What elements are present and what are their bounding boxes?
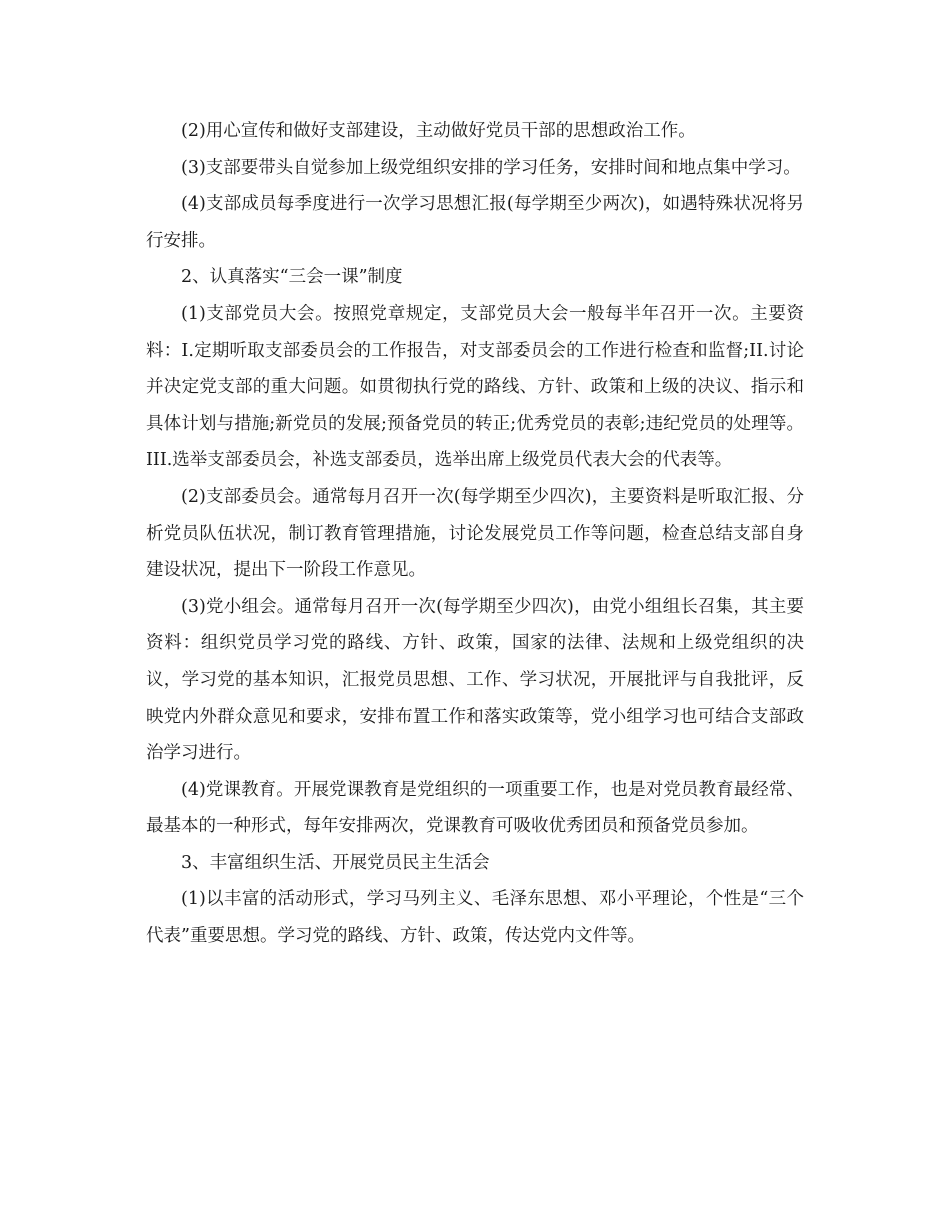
paragraph: (1)以丰富的活动形式，学习马列主义、毛泽东思想、邓小平理论，个性是“三个代表”重要思想。学习党的路线、方针、政策，传达党内文件等。 bbox=[146, 889, 804, 947]
document-body bbox=[146, 113, 804, 955]
paragraph: (4)支部成员每季度进行一次学习思想汇报(每学期至少两次)，如遇特殊状况将另行安排。 bbox=[146, 194, 804, 251]
paragraph: (2)支部委员会。通常每月召开一次(每学期至少四次)，主要资料是听取汇报、分析党员队伍状况，制订教育管理措施，讨论发展党员工作等问题，检查总结支部自身建设状况，提出下一阶段工作意见。 bbox=[146, 486, 804, 581]
paragraph: (3)支部要带头自觉参加上级党组织安排的学习任务，安排时间和地点集中学习。 bbox=[181, 157, 801, 178]
paragraph: (4)党课教育。开展党课教育是党组织的一项重要工作，也是对党员教育最经常、最基本的一种形式，每年安排两次，党课教育可吸收优秀团员和预备党员参加。 bbox=[146, 779, 804, 837]
section-heading: 2、认真落实“三会一课”制度 bbox=[181, 267, 403, 288]
paragraph: (2)用心宣传和做好支部建设，主动做好党员干部的思想政治工作。 bbox=[181, 121, 696, 141]
paragraph: (1)支部党员大会。按照党章规定，支部党员大会一般每半年召开一次。主要资料：I.定期听取支部委员会的工作报告，对支部委员会的工作进行检查和监督;II.讨论并决定党支部的重大问题。如贯彻执行党的路线、方针、政策和上级的决议、指示和具体计划与措施;新党员的发展;预备党员的转正;优秀党员的表彰;违纪党员的处理等。III.选举支部委员会，补选支部委员，选举出席上级党员代表大会的代表等。 bbox=[146, 303, 804, 471]
section-heading: 3、丰富组织生活、开展党员民主生活会 bbox=[181, 852, 490, 873]
paragraph: (3)党小组会。通常每月召开一次(每学期至少四次)，由党小组组长召集，其主要资料：组织党员学习党的路线、方针、政策，国家的法律、法规和上级党组织的决议，学习党的基本知识，汇报党员思想、工作、学习状况，开展批评与自我批评，反映党内外群众意见和要求，安排布置工作和落实政策等，党小组学习也可结合支部政治学习进行。 bbox=[146, 596, 804, 764]
